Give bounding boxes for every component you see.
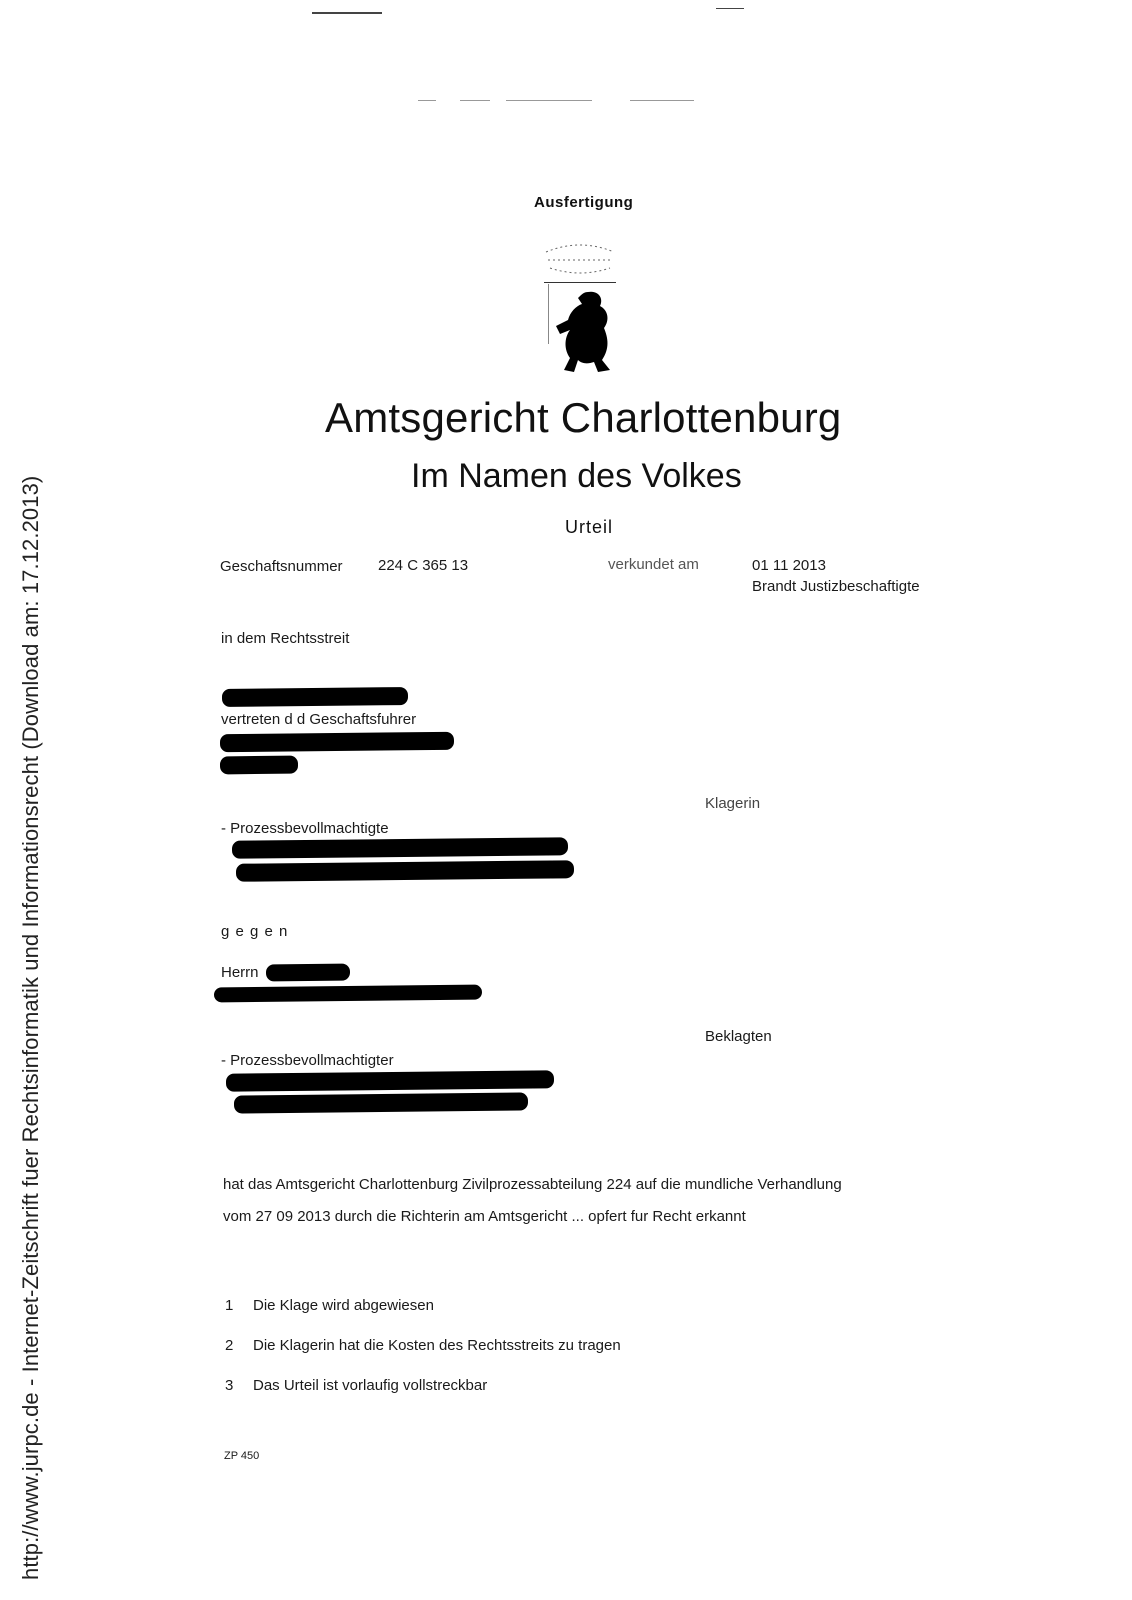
announced-date: 01 11 2013 [752,557,826,574]
ruling-item [225,1337,621,1354]
redaction-bar [220,756,298,775]
ruling-item [225,1377,487,1394]
scan-mark [460,100,490,101]
clerk-name: Brandt Justizbeschaftigte [752,578,920,595]
ruling-item [225,1297,434,1314]
plaintiff-counsel-label: - Prozessbevollmachtigte [221,820,389,837]
berlin-bear-seal-icon [538,238,622,380]
scan-mark [630,100,694,101]
redaction-bar [220,732,454,752]
scan-mark [312,12,382,14]
case-number-label: Geschaftsnummer [220,558,343,575]
defendant-counsel-label: - Prozessbevollmachtigter [221,1052,394,1069]
side-caption: http://www.jurpc.de - Internet-Zeitschrift fuer Rechtsinformatik und Informationsrecht (Download am: 17.12.2013) [18,475,43,1580]
recital-line-2: vom 27 09 2013 durch die Richterin am Amtsgericht ... opfert fur Recht erkannt [223,1208,746,1225]
redaction-bar [214,985,482,1003]
redaction-bar [222,687,408,707]
recital-line-1: hat das Amtsgericht Charlottenburg Zivilprozessabteilung 224 auf die mundliche Verhandlung [223,1176,842,1193]
intro-text: in dem Rechtsstreit [221,630,350,647]
ruling-text: Die Klage wird abgewiesen [253,1297,434,1314]
document-subtitle: Im Namen des Volkes [411,457,742,495]
announced-label: verkundet am [608,556,699,573]
ruling-number: 2 [225,1337,234,1354]
ruling-number: 3 [225,1377,234,1394]
scan-mark [418,100,436,101]
ruling-text: Das Urteil ist vorlaufig vollstreckbar [253,1377,488,1394]
redaction-bar [234,1092,528,1113]
versus-text: g e g e n [221,923,289,940]
ruling-text: Die Klagerin hat die Kosten des Rechtsstreits zu tragen [253,1337,621,1354]
plaintiff-role: Klagerin [705,795,761,812]
document-heading: Ausfertigung [534,194,634,211]
redaction-bar [236,860,574,882]
redaction-bar [266,964,350,982]
form-code: ZP 450 [224,1450,260,1462]
scan-mark [716,8,744,9]
ruling-number: 1 [225,1297,234,1314]
plaintiff-representation: vertreten d d Geschaftsfuhrer [221,711,417,728]
defendant-prefix: Herrn [221,964,259,981]
court-name: Amtsgericht Charlottenburg [325,394,842,441]
document-type: Urteil [565,517,614,537]
redaction-bar [226,1070,554,1091]
case-number: 224 C 365 13 [378,557,469,574]
scan-mark [506,100,592,101]
defendant-role: Beklagten [705,1028,772,1045]
redaction-bar [232,837,568,859]
